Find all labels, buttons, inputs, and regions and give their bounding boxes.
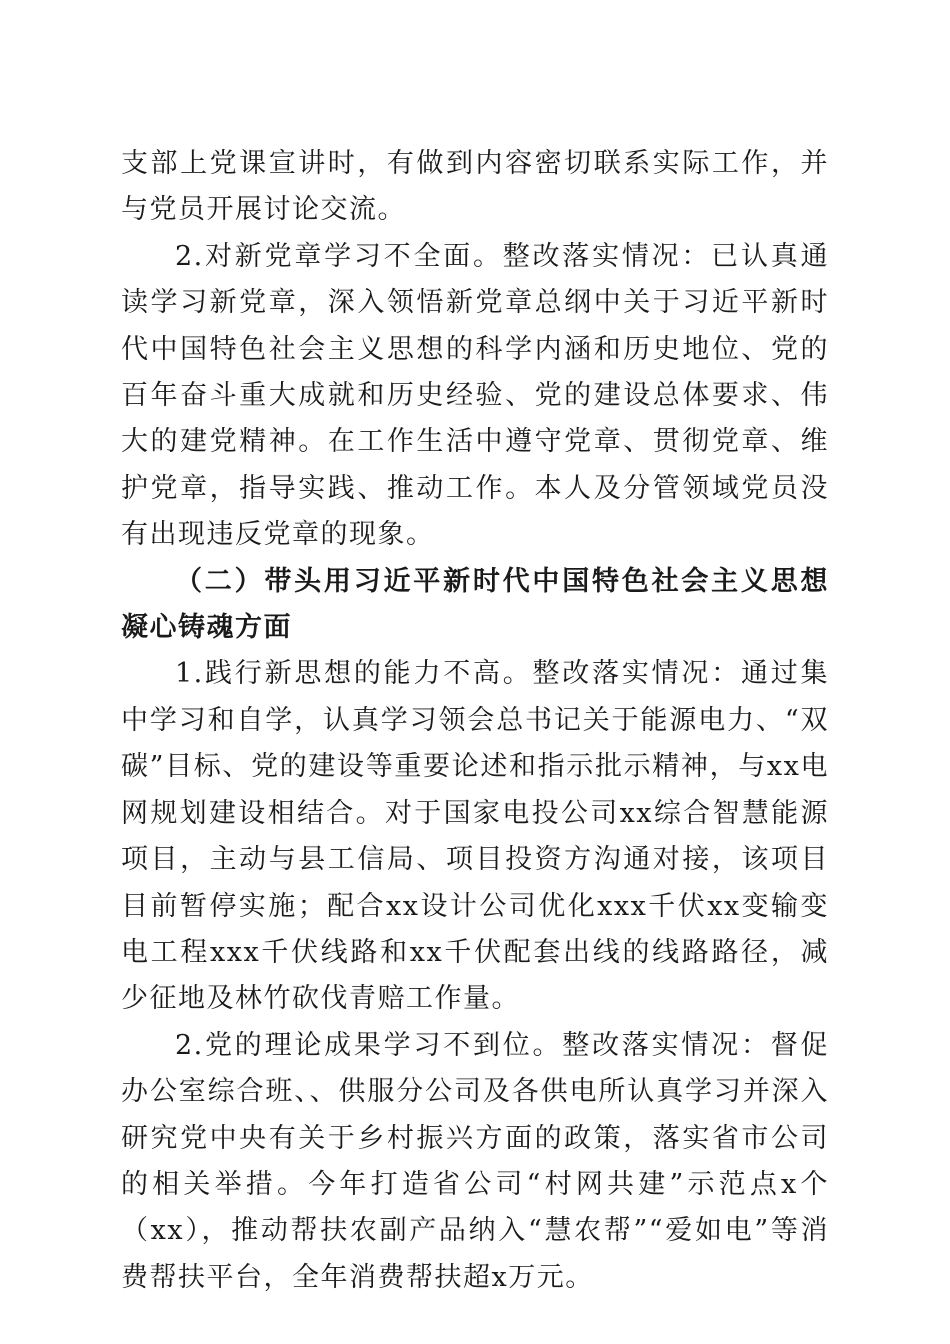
paragraph-continuation: 支部上党课宣讲时，有做到内容密切联系实际工作，并与党员开展讨论交流。 [121,148,829,226]
document-body [121,141,829,1301]
paragraph-theory-study: 2.党的理论成果学习不到位。整改落实情况：督促办公室综合班、、供服分公司及各供电所认真学习并深入研究党中央有关于乡村振兴方面的政策，落实省市公司的相关举措。今年打造省公司“村网共建”示范点x个（xx），推动帮扶农副产品纳入“慧农帮”“爱如电”等消费帮扶平台，全年消费帮扶超x万元。 [121,1029,829,1293]
paragraph-party-constitution-study: 2.对新党章学习不全面。整改落实情况：已认真通读学习新党章，深入领悟新党章总纲中关于习近平新时代中国特色社会主义思想的科学内涵和历史地位、党的百年奋斗重大成就和历史经验、党的建设总体要求、伟大的建党精神。在工作生活中遵守党章、贯彻党章、维护党章，指导实践、推动工作。本人及分管领域党员没有出现违反党章的现象。 [121,240,829,551]
section-heading-2: （二）带头用习近平新时代中国特色社会主义思想凝心铸魂方面 [121,565,829,644]
paragraph-practice-new-thought: 1.践行新思想的能力不高。整改落实情况：通过集中学习和自学，认真学习领会总书记关于能源电力、“双碳”目标、党的建设等重要论述和指示批示精神，与xx电网规划建设相结合。对于国家电投公司xx综合智慧能源项目，主动与县工信局、项目投资方沟通对接，该项目目前暂停实施；配合xx设计公司优化xxx千伏xx变输变电工程xxx千伏线路和xx千伏配套出线的线路路径，减少征地及林竹砍伐青赔工作量。 [121,658,829,1015]
